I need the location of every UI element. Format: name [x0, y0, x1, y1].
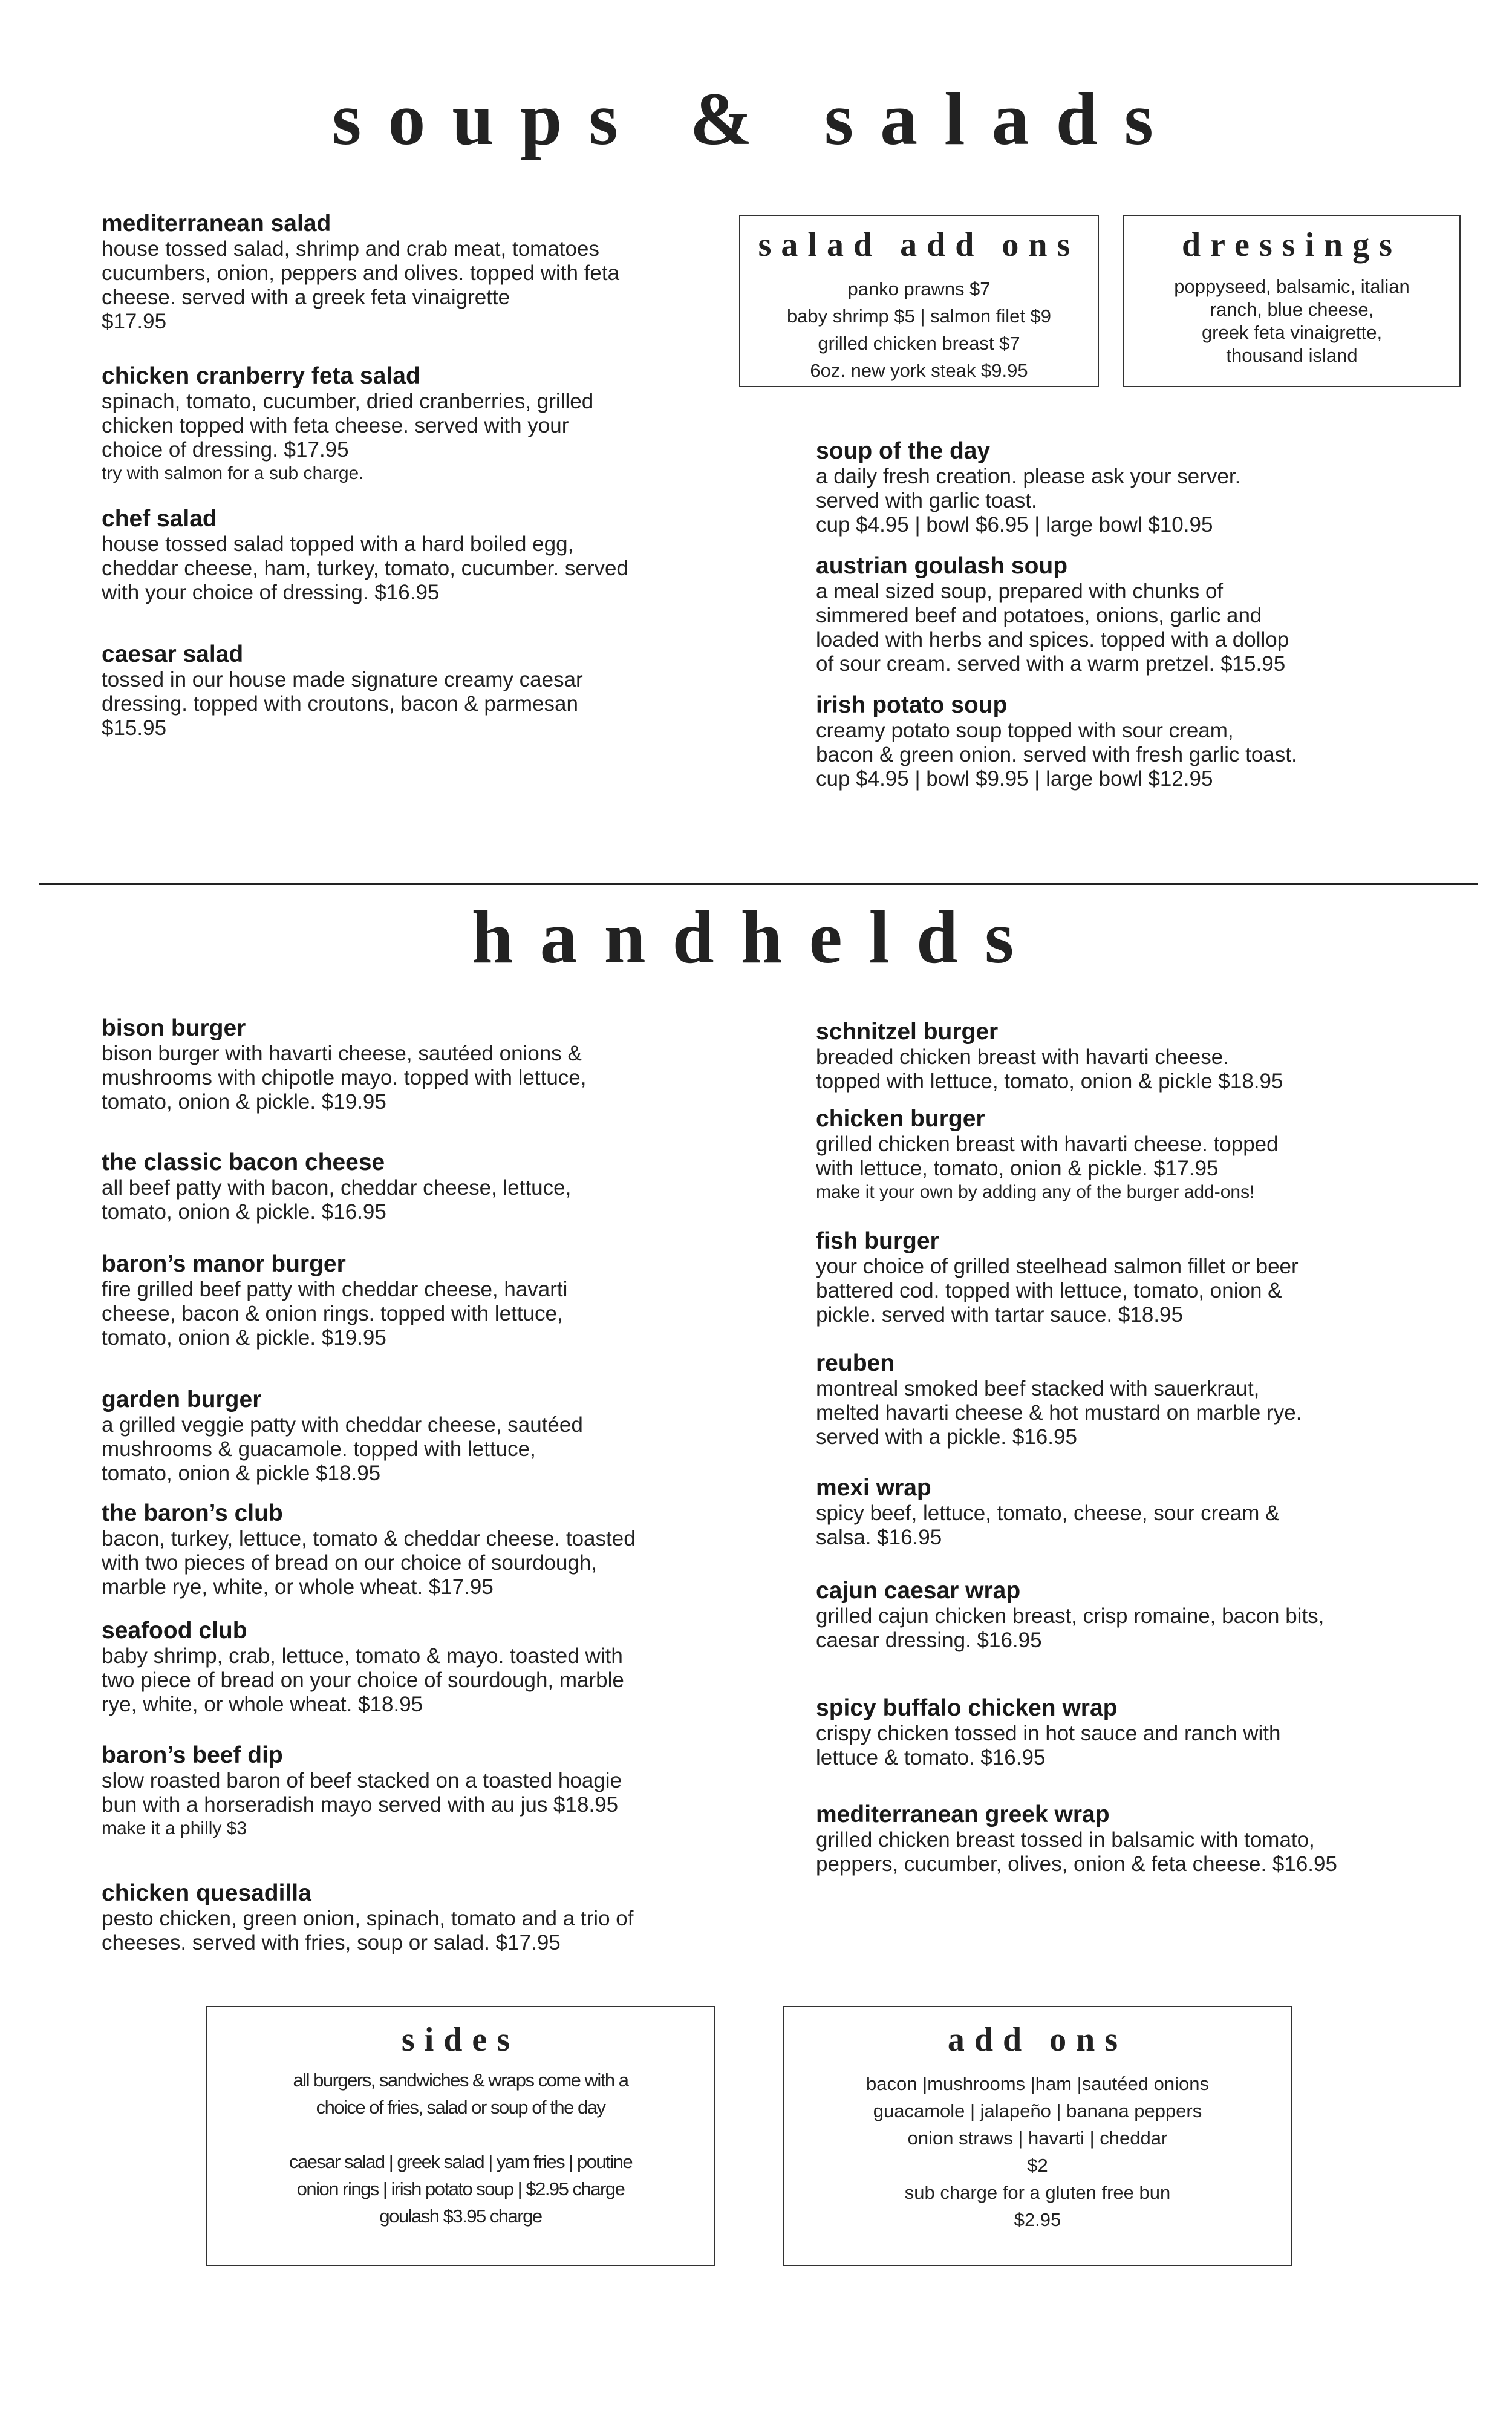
- item-name: mediterranean salad: [102, 211, 331, 237]
- item-name: austrian goulash soup: [816, 553, 1068, 579]
- menu-item-barons-beef-dip: [102, 1742, 767, 1840]
- sides-title: sides: [401, 2021, 520, 2059]
- item-description: pesto chicken, green onion, spinach, tomato and a trio of cheeses. served with fries, soup or salad. $17.95: [102, 1907, 634, 1954]
- item-description: grilled chicken breast with havarti cheese. topped with lettuce, tomato, onion & pickle. $17.95: [816, 1132, 1279, 1180]
- menu-item-chicken-quesadilla: [102, 1880, 767, 1955]
- sides-box: [206, 2006, 715, 2266]
- item-description: creamy potato soup topped with sour cream, bacon & green onion. served with fresh garlic toast. cup $4.95 | bowl $9.95 | large bowl $12.95: [816, 719, 1297, 791]
- menu-item-bison-burger: [102, 1015, 767, 1114]
- menu-item-garden-burger: [102, 1386, 767, 1486]
- menu-item-barons-manor-burger: [102, 1251, 767, 1350]
- soups-salads-title: soups & salads: [332, 77, 1180, 160]
- item-name: chicken cranberry feta salad: [102, 363, 420, 389]
- item-name: baron’s manor burger: [102, 1251, 346, 1277]
- item-name: the baron’s club: [102, 1500, 283, 1526]
- item-description: a daily fresh creation. please ask your server. served with garlic toast. cup $4.95 | bowl $6.95 | large bowl $10.95: [816, 465, 1241, 537]
- item-name: spicy buffalo chicken wrap: [816, 1695, 1118, 1721]
- menu-item-chef-salad: [102, 506, 706, 605]
- menu-item-spicy-buffalo-chicken-wrap: [816, 1695, 1481, 1770]
- item-note: make it your own by adding any of the burger add-ons!: [816, 1182, 1255, 1202]
- menu-item-barons-club: [102, 1500, 767, 1599]
- item-name: fish burger: [816, 1228, 939, 1254]
- item-name: caesar salad: [102, 641, 244, 667]
- item-name: cajun caesar wrap: [816, 1578, 1021, 1604]
- menu-item-irish-potato-soup: [816, 692, 1481, 791]
- salad-add-ons-box: [739, 215, 1099, 387]
- menu-item-mediterranean-salad: [102, 211, 706, 334]
- item-description: slow roasted baron of beef stacked on a toasted hoagie bun with a horseradish mayo served with au jus $18.95: [102, 1769, 622, 1817]
- item-name: reuben: [816, 1350, 895, 1376]
- item-name: chicken burger: [816, 1106, 985, 1132]
- item-description: grilled chicken breast tossed in balsamic with tomato, peppers, cucumber, olives, onion & feta cheese. $16.95: [816, 1828, 1337, 1876]
- item-description: grilled cajun chicken breast, crisp romaine, bacon bits, caesar dressing. $16.95: [816, 1604, 1325, 1652]
- item-description: spicy beef, lettuce, tomato, cheese, sour cream & salsa. $16.95: [816, 1501, 1280, 1549]
- handhelds-title: handhelds: [471, 896, 1041, 979]
- section-divider: [39, 883, 1478, 885]
- item-description: crispy chicken tossed in hot sauce and ranch with lettuce & tomato. $16.95: [816, 1722, 1281, 1769]
- dressings-list: poppyseed, balsamic, italian ranch, blue cheese, greek feta vinaigrette, thousand island: [1174, 276, 1410, 366]
- add-ons-title: add ons: [947, 2021, 1128, 2059]
- item-note: make it a philly $3: [102, 1818, 247, 1838]
- menu-item-chicken-burger: [816, 1106, 1481, 1204]
- salad-add-ons-list: panko prawns $7 baby shrimp $5 | salmon filet $9 grilled chicken breast $7 6oz. new york steak $9.95: [786, 278, 1052, 381]
- dressings-box: [1123, 215, 1461, 387]
- menu-item-cajun-caesar-wrap: [816, 1578, 1481, 1653]
- item-description: your choice of grilled steelhead salmon fillet or beer battered cod. topped with lettuce, tomato, onion & pickle. served with tartar sauce. $18.95: [816, 1255, 1299, 1327]
- sides-list: all burgers, sandwiches & wraps come with a choice of fries, salad or soup of the day caesar salad | greek salad | yam fries | poutine onion rings | irish potato soup | $2.95 charge goulash $3.95 charge: [288, 2069, 633, 2227]
- item-name: soup of the day: [816, 438, 991, 464]
- salad-add-ons-title: salad add ons: [758, 226, 1080, 264]
- item-name: seafood club: [102, 1618, 247, 1644]
- item-description: bacon, turkey, lettuce, tomato & cheddar cheese. toasted with two pieces of bread on our choice of sourdough, marble rye, white, or whole wheat. $17.95: [102, 1527, 636, 1599]
- menu-item-soup-of-the-day: [816, 438, 1481, 537]
- item-note: try with salmon for a sub charge.: [102, 463, 364, 483]
- menu-item-fish-burger: [816, 1228, 1481, 1327]
- add-ons-list: bacon |mushrooms |ham |sautéed onions guacamole | jalapeño | banana peppers onion straws | havarti | cheddar $2 sub charge for a gluten free bun $2.95: [866, 2073, 1209, 2230]
- item-name: schnitzel burger: [816, 1019, 999, 1045]
- item-description: spinach, tomato, cucumber, dried cranberries, grilled chicken topped with feta cheese. served with your choice of dressing. $17.95: [102, 390, 594, 462]
- item-description: a meal sized soup, prepared with chunks of simmered beef and potatoes, onions, garlic and loaded with herbs and spices. topped with a dollop of sour cream. served with a warm pretzel. $15.95: [816, 580, 1289, 676]
- item-name: baron’s beef dip: [102, 1742, 283, 1768]
- item-name: chicken quesadilla: [102, 1880, 311, 1906]
- item-name: mediterranean greek wrap: [816, 1801, 1110, 1827]
- item-description: tossed in our house made signature creamy caesar dressing. topped with croutons, bacon & parmesan $15.95: [102, 668, 583, 740]
- item-name: bison burger: [102, 1015, 246, 1041]
- item-name: mexi wrap: [816, 1475, 931, 1501]
- item-description: baby shrimp, crab, lettuce, tomato & mayo. toasted with two piece of bread on your choice of sourdough, marble rye, white, or whole wheat. $18.95: [102, 1644, 624, 1716]
- menu-item-schnitzel-burger: [816, 1019, 1481, 1094]
- item-description: fire grilled beef patty with cheddar cheese, havarti cheese, bacon & onion rings. topped with lettuce, tomato, onion & pickle. $19.95: [102, 1278, 568, 1350]
- menu-item-chicken-cranberry-feta-salad: [102, 363, 706, 485]
- item-description: montreal smoked beef stacked with sauerkraut, melted havarti cheese & hot mustard on marble rye. served with a pickle. $16.95: [816, 1377, 1302, 1449]
- menu-item-classic-bacon-cheese: [102, 1149, 767, 1224]
- item-description: house tossed salad topped with a hard boiled egg, cheddar cheese, ham, turkey, tomato, cucumber. served with your choice of dressing. $16.95: [102, 532, 628, 604]
- menu-item-caesar-salad: [102, 641, 706, 740]
- item-description: house tossed salad, shrimp and crab meat, tomatoes cucumbers, onion, peppers and olives. topped with feta cheese. served with a greek feta vinaigrette $17.95: [102, 237, 620, 333]
- menu-item-mediterranean-greek-wrap: [816, 1801, 1481, 1876]
- menu-item-reuben: [816, 1350, 1481, 1449]
- item-name: the classic bacon cheese: [102, 1149, 385, 1175]
- menu-item-austrian-goulash-soup: [816, 553, 1481, 676]
- menu-item-mexi-wrap: [816, 1475, 1481, 1550]
- item-description: a grilled veggie patty with cheddar cheese, sautéed mushrooms & guacamole. topped with lettuce, tomato, onion & pickle $18.95: [102, 1413, 583, 1485]
- item-description: all beef patty with bacon, cheddar cheese, lettuce, tomato, onion & pickle. $16.95: [102, 1176, 572, 1224]
- dressings-title: dressings: [1182, 226, 1402, 264]
- add-ons-box: [783, 2006, 1292, 2266]
- item-name: garden burger: [102, 1386, 262, 1412]
- item-description: breaded chicken breast with havarti cheese. topped with lettuce, tomato, onion & pickle $18.95: [816, 1045, 1283, 1093]
- item-name: irish potato soup: [816, 692, 1008, 718]
- item-name: chef salad: [102, 506, 217, 532]
- item-description: bison burger with havarti cheese, sautéed onions & mushrooms with chipotle mayo. topped with lettuce, tomato, onion & pickle. $19.95: [102, 1042, 587, 1114]
- menu-item-seafood-club: [102, 1618, 767, 1717]
